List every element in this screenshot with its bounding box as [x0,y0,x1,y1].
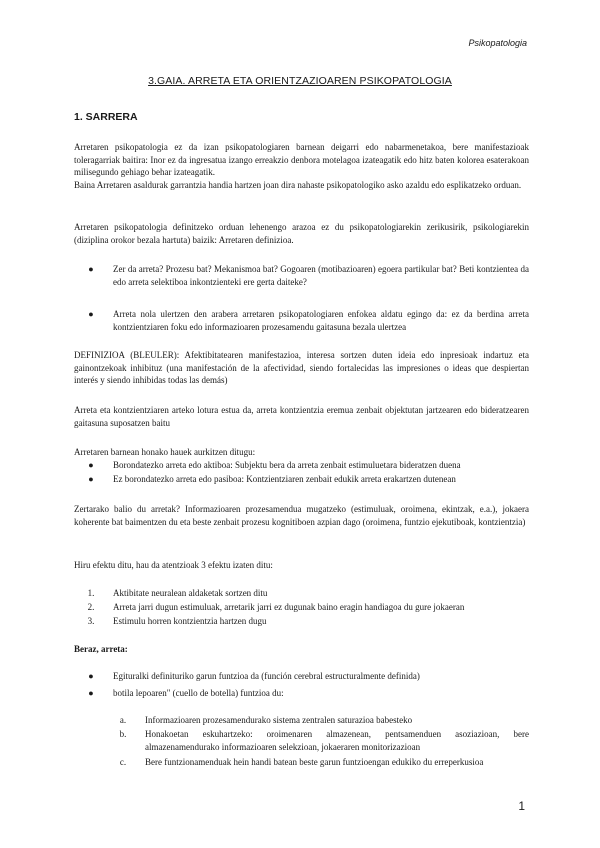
bullet-icon: ● [88,688,94,698]
list-item [88,687,529,700]
item-letter: a. [119,715,127,725]
lettered-item [119,756,529,769]
lettered-item [119,728,529,753]
list-item [88,308,529,333]
paragraph-disorders: Baina Arretaren asaldurak garrantzia handia hartzen joan dira nahaste psikopatologiko asko azaldu edo esplikatzeko orduan. [74,180,522,190]
item-number: 3. [87,616,95,626]
item-letter: c. [119,757,127,767]
paragraph-purpose: Zertarako balio du arretak? Informazioaren prozesamendua mugatzeko (estimuluak, oroimena, ekintzak, e.a.), jokaera koherente bat baimentzen du eta beste zenbait prozesu kognitiboen azpian dago (oroimena, funtzio ejekutiboak, kontzientzia) [74,504,529,527]
numbered-item [87,601,529,614]
paragraph-types-intro: Arretaren barnean honako hauek aurkitzen ditugu: [74,447,256,457]
item-letter: b. [119,729,127,739]
list-item-text: Egituralki definituriko garun funtzioa da (función cerebral estructuralmente definida) [113,671,420,681]
bullet-icon: ● [88,309,94,319]
lettered-item-text: Honakoetan eskuhartzeko: oroimenaren almazenean, pentsamenduen asoziazioan, bere almazenamendurako informazioaren selekzioan, jokaeraren monitorizazioan [145,729,529,752]
paragraph-consciousness: Arreta eta kontzientziaren arteko lotura estua da, arreta kontzientzia eremua zenbait objektutan jartzearen edo bideratzearen gaitasuna suposatzen baitu [74,405,529,428]
list-item-text: Ez borondatezko arreta edo pasiboa: Kontzientziaren zenbait edukik arreta erakartzen dutenean [113,474,456,484]
lettered-item-text: Bere funtzionamenduak hein handi batean beste garun funtzioengan edukiko du erreperkusioa [145,757,484,767]
bullet-icon: ● [88,671,94,681]
paragraph-bleuler-definition: DEFINIZIOA (BLEULER): Afektibitatearen manifestazioa, interesa sortzen duten ideia edo inpresioak indartuz eta gainontzekoak inhibituz (una manifestación de la afectividad, siendo fortalecidas las impresiones o ideas que despiertan interés y siendo inhibidas todas las demás) [74,350,529,386]
list-item-text: botila lepoaren" (cuello de botella) funtzioa du: [113,688,284,698]
list-item [88,473,529,486]
list-item-text: Arreta nola ulertzen den arabera arretaren psikopatologiaren enfokea aldatu egingo da: ez da berdina arreta kontzientziaren foku edo informazioaren prozesamendu gaitasuna bezala ulertzea [113,309,529,332]
paragraph-intro: Arretaren psikopatologia ez da izan psikopatologiaren barnean deigarri edo nabarmenetakoa, bere manifestazioak toleragarriak baitira: Inor ez da ingresatua izango erreakzio denbora motelagoa izateagatik edo hitz baten kolorea esaterakoan milisegundo gehiago behar izateagatik. [74,142,529,178]
section-heading: 1. SARRERA [74,111,138,123]
page-number: 1 [518,799,525,813]
list-item [88,263,529,288]
page-title: 3.GAIA. ARRETA ETA ORIENTZAZIOAREN PSIKOPATOLOGIA [148,75,452,87]
bullet-icon: ● [88,264,94,274]
paragraph-effects-intro: Hiru efektu ditu, hau da atentzioak 3 efektu izaten ditu: [74,560,273,570]
paragraph-definition-problem: Arretaren psikopatologia definitzeko orduan lehenengo arazoa ez du psikopatologiarekin zerikusirik, psikologiarekin (diziplina orokor bezala hartuta) baizik: Arretaren definizioa. [74,222,529,245]
lettered-item [119,714,529,727]
numbered-item-text: Arreta jarri dugun estimuluak, arretarik jarri ez dugunak baino eragin handiagoa du gure jokaeran [113,602,465,612]
numbered-item [87,615,529,628]
running-header: Psikopatologia [468,38,527,48]
numbered-item-text: Estimulu horren kontzientzia hartzen dugu [113,616,267,626]
bullet-icon: ● [88,460,94,470]
numbered-item-text: Aktibitate neuralean aldaketak sortzen ditu [113,588,268,598]
item-number: 2. [87,602,95,612]
list-item [88,670,529,683]
list-item-text: Borondatezko arreta edo aktiboa: Subjektu bera da arreta zenbait estimuluetara bideratzen duena [113,460,461,470]
list-item [88,459,529,472]
bullet-icon: ● [88,474,94,484]
item-number: 1. [87,588,95,598]
lettered-item-text: Informazioaren prozesamendurako sistema zentralen saturazioa babesteko [145,715,413,725]
numbered-item [87,587,529,600]
list-item-text: Zer da arreta? Prozesu bat? Mekanismoa bat? Gogoaren (motibazioaren) egoera partikular bat? Beti kontzienteа da edo arreta selektiboa inkontzienteki ere gerta daiteke? [113,264,529,287]
subheading: Beraz, arreta: [74,644,128,654]
